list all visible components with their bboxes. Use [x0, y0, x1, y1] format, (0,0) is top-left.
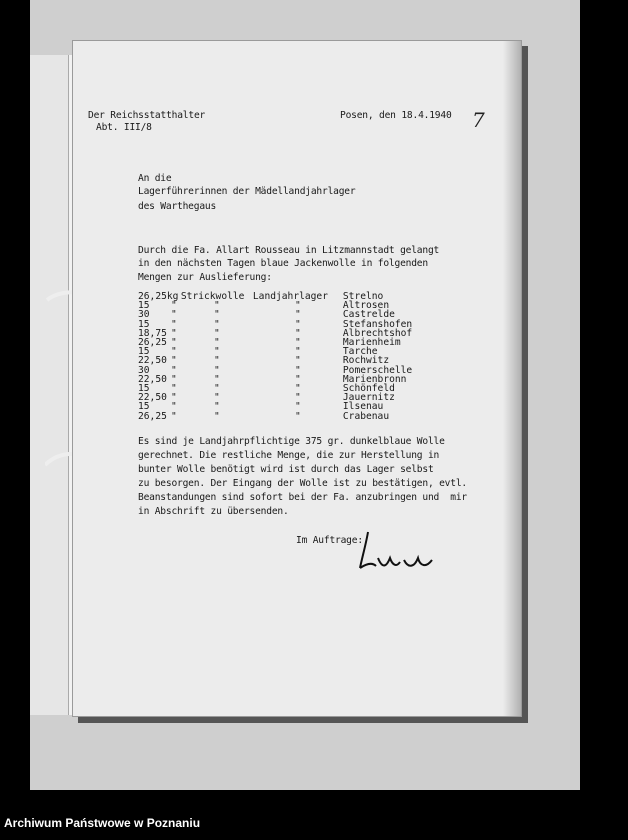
handwritten-signature: [352, 528, 442, 576]
unit-ditto: ": [171, 392, 177, 404]
camp-cell: Crabenau: [342, 410, 390, 422]
amount-cell: 15: [138, 383, 150, 395]
product-ditto: ": [214, 318, 220, 330]
kind-ditto: ": [295, 300, 301, 312]
page-shadow: [503, 41, 521, 716]
intro-line-1: Durch die Fa. Allart Rousseau in Litzmannstadt gelangt: [138, 245, 440, 256]
product-ditto: ": [214, 401, 220, 413]
product-ditto: ": [214, 383, 220, 395]
amount-cell: 30: [138, 364, 150, 376]
sender-line-2: Abt. III/8: [96, 122, 152, 133]
kind-ditto: ": [295, 318, 301, 330]
body-line-5: Beanstandungen sind sofort bei der Fa. anzubringen und mir: [138, 492, 467, 503]
unit-ditto: ": [171, 383, 177, 395]
camp-cell: Castrelde: [342, 309, 395, 321]
kind-ditto: ": [295, 309, 301, 321]
kind-ditto: ": [295, 355, 301, 367]
camp-cell: Albrechtshof: [342, 327, 413, 339]
camp-cell: Schönfeld: [342, 383, 395, 395]
amount-cell: 26,25: [138, 410, 167, 422]
amount-cell: 30: [138, 309, 150, 321]
unit-ditto: ": [171, 373, 177, 385]
product-ditto: ": [214, 392, 220, 404]
camp-cell: Pomerschelle: [342, 364, 413, 376]
camp-cell: Strelno: [342, 291, 384, 302]
kind-ditto: ": [295, 383, 301, 395]
body-line-2: gerechnet. Die restliche Menge, die zur Herstellung in: [138, 450, 440, 461]
sender-line-1: Der Reichsstatthalter: [88, 110, 206, 121]
amount-cell: 15: [138, 346, 150, 358]
kind-ditto: ": [295, 364, 301, 376]
recipient-line-1: An die: [138, 173, 172, 184]
unit-ditto: ": [171, 300, 177, 312]
folio-number: 7: [472, 108, 485, 132]
amount-cell: 15: [138, 318, 150, 330]
unit-ditto: ": [171, 318, 177, 330]
distribution-table: [138, 292, 412, 421]
product-ditto: ": [214, 337, 220, 349]
archive-footer: Archiwum Państwowe w Poznaniu: [4, 816, 201, 830]
unit-ditto: ": [171, 327, 177, 339]
camp-cell: Stefanshofen: [342, 318, 413, 330]
recipient-line-3: des Warthegaus: [138, 201, 217, 212]
product-ditto: ": [214, 373, 220, 385]
kind-ditto: ": [295, 337, 301, 349]
body-line-4: zu besorgen. Der Eingang der Wolle ist zu bestätigen, evtl.: [138, 478, 467, 489]
table-row: [138, 412, 412, 421]
body-line-1: Es sind je Landjahrpflichtige 375 gr. dunkelblaue Wolle: [138, 436, 445, 447]
body-line-6: in Abschrift zu übersenden.: [138, 506, 289, 517]
amount-cell: 22,50: [138, 355, 167, 367]
product-ditto: ": [214, 364, 220, 376]
unit-cell: kg: [166, 291, 179, 302]
product-ditto: ": [214, 300, 220, 312]
camp-cell: Marienheim: [342, 337, 401, 349]
intro-line-3: Mengen zur Auslieferung:: [138, 272, 272, 283]
amount-cell: 26,25: [138, 291, 167, 302]
kind-ditto: ": [295, 392, 301, 404]
amount-cell: 22,50: [138, 392, 167, 404]
camp-cell: Marienbronn: [342, 373, 407, 385]
product-ditto: ": [214, 355, 220, 367]
product-ditto: ": [214, 346, 220, 358]
amount-cell: 22,50: [138, 373, 167, 385]
camp-cell: Jauernitz: [342, 392, 395, 404]
camp-cell: Altrosen: [342, 300, 390, 312]
amount-cell: 15: [138, 300, 150, 312]
camp-cell: Rochwitz: [342, 355, 390, 367]
kind-ditto: ": [295, 401, 301, 413]
amount-cell: 18,75: [138, 327, 167, 339]
product-cell: Strickwolle: [180, 291, 245, 302]
product-ditto: ": [214, 410, 220, 422]
product-ditto: ": [214, 309, 220, 321]
amount-cell: 26,25: [138, 337, 167, 349]
amount-cell: 15: [138, 401, 150, 413]
body-line-3: bunter Wolle benötigt wird ist durch das Lager selbst: [138, 464, 434, 475]
unit-ditto: ": [171, 355, 177, 367]
unit-ditto: ": [171, 364, 177, 376]
unit-ditto: ": [171, 309, 177, 321]
place-date: Posen, den 18.4.1940: [340, 110, 452, 121]
kind-ditto: ": [295, 410, 301, 422]
product-ditto: ": [214, 327, 220, 339]
unit-ditto: ": [171, 337, 177, 349]
closing-label: Im Auftrage:: [296, 535, 363, 546]
unit-ditto: ": [171, 401, 177, 413]
intro-line-2: in den nächsten Tagen blaue Jackenwolle in folgenden: [138, 258, 428, 269]
camp-cell: Tarche: [342, 346, 378, 358]
kind-ditto: ": [295, 327, 301, 339]
camp-cell: Ilsenau: [342, 401, 384, 413]
kind-ditto: ": [295, 346, 301, 358]
unit-ditto: ": [171, 346, 177, 358]
unit-ditto: ": [171, 410, 177, 422]
kind-ditto: ": [295, 373, 301, 385]
recipient-line-2: Lagerführerinnen der Mädellandjahrlager: [138, 186, 356, 197]
kind-cell: Landjahrlager: [252, 291, 328, 302]
